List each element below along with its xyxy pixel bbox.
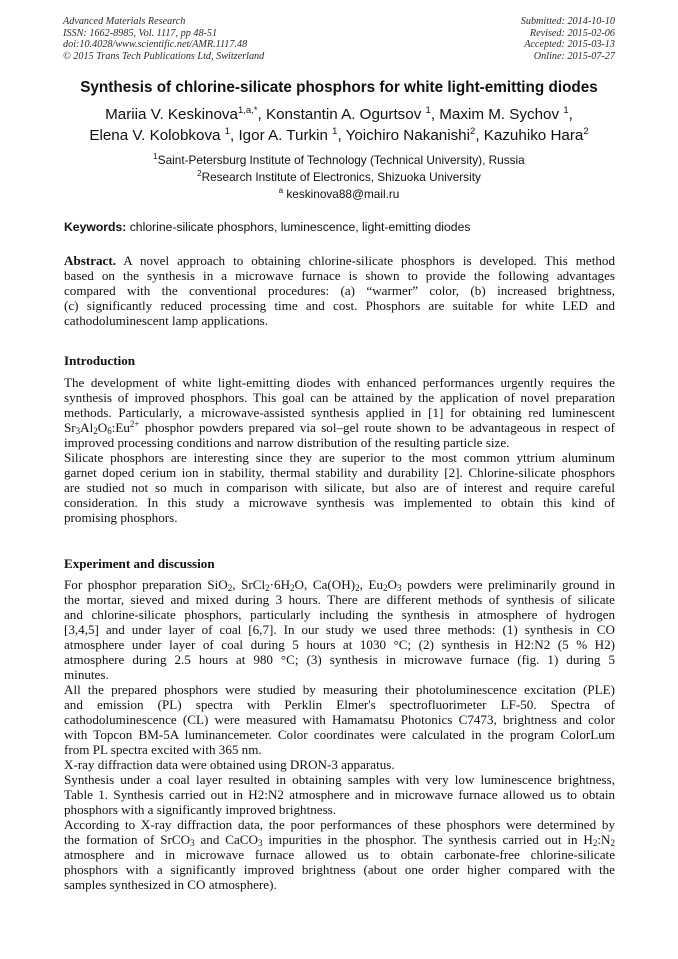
date-submitted: Submitted: 2014-10-10 [520, 16, 615, 27]
author-name: Mariia V. Keskinova [105, 106, 238, 123]
journal-issn: ISSN: 1662-8985, Vol. 1117, pp 48-51 [63, 27, 218, 39]
date-accepted: Accepted: 2015-03-13 [524, 39, 615, 51]
author-name: , Igor A. Turkin [230, 127, 333, 144]
author-name: , Maxim M. Sychov [430, 106, 564, 123]
section-heading-introduction: Introduction [64, 353, 136, 368]
affiliations [30, 152, 648, 203]
affiliation-1: $^1$Saint-Petersburg Institute of Technology (Technical University), Russia [153, 152, 525, 167]
abstract-label: Abstract. [64, 253, 116, 268]
keywords [64, 220, 614, 234]
date-revised: Revised: 2015-02-06 [529, 27, 615, 39]
author-separator: , [568, 106, 573, 123]
author-affiliation-mark: 2 [583, 126, 589, 137]
keywords-label: Keywords: [64, 220, 127, 234]
journal-info [63, 16, 264, 62]
author-affiliation-mark: 1 [224, 126, 231, 137]
journal-copyright: © 2015 Trans Tech Publications Ltd, Switzerland [63, 50, 265, 62]
author-name: , Konstantin A. Ogurtsov [257, 106, 426, 123]
author-name: Elena V. Kolobkova [89, 127, 225, 144]
author-line-2 [30, 125, 648, 146]
author-affiliation-mark: 2 [470, 126, 476, 137]
author-affiliation-mark: 1 [563, 105, 569, 116]
author-name: , Yoichiro Nakanishi [337, 127, 471, 144]
author-affiliation-mark: 1 [332, 126, 338, 137]
author-affiliation-mark: 1 [425, 105, 431, 116]
author-list [30, 104, 648, 146]
section-heading-experiment: Experiment and discussion [64, 556, 215, 571]
contact-email[interactable]: $^a$ keskinova88@mail.ru [278, 186, 400, 201]
journal-name: Advanced Materials Research [63, 16, 186, 27]
author-line-1 [30, 104, 648, 125]
submission-dates [521, 16, 615, 62]
date-online: Online: 2015-07-27 [533, 50, 615, 62]
keywords-text: chlorine-silicate phosphors, luminescence, light-emitting diodes [126, 220, 471, 234]
affiliation-2: $^2$Research Institute of Electronics, Shizuoka University [197, 169, 481, 184]
paper-title: Synthesis of chlorine-silicate phosphors for white light-emitting diodes [80, 79, 598, 96]
author-affiliation-mark: 1,a,* [237, 105, 258, 116]
abstract: Abstract. A novel approach to obtaining chlorine-silicate phosphors is developed. This method based on the synthesis in a microwave furnace is shown to provide the following advantages compared with the conventional procedures: (a) “warmer” color, (b) increased brightness, (c) significantly reduced processing time and cost. Phosphors are suitable for white LED and cathodoluminescent lamp applications. [64, 253, 615, 328]
author-name: , Kazuhiko Hara [475, 127, 584, 144]
introduction-body: The development of white light-emitting diodes with enhanced performances urgently requires the synthesis of improved phosphors. This goal can be attained by the application of novel preparation methods. Particularly, a microwave-assisted synthesis applied in [1] for obtaining red luminescent $Sr_3Al_2O_6:Eu^{2+}$ phosphor powders prepared via sol–gel route shown to be advantageous in respect of improved processing conditions and narrow distribution of the resulting particle size. Silicate phosphors are interesting since they are superior to the most common yttrium aluminum garnet doped cerium ion in stability, thermal stability and durability [2]. Chlorine-silicate phosphors are studied not so much in comparison with silicate, but also are of interest and require careful consideration. In this study a microwave synthesis was implemented to obtain this kind of promising phosphors. [64, 375, 615, 525]
experiment-body: For phosphor preparation SiO$_2$, $SrCl_2\cdot 6H_2O$, $Ca(OH)_2$, $Eu_2O_3$ powders were preliminarily ground in the mortar, sieved and mixed during 3 hours. There are different methods of synthesis of silicate and chlorine-silicate phosphors, particularly including the synthesis in atmosphere of hydrogen [3,4,5] and under layer of coal [6,7]. In our study we used three methods: (1) synthesis in CO atmosphere under layer of coal during 5 hours at 1030 °C; (2) synthesis in H2:N2 (5 % H2) atmosphere during 2.5 hours at 980 °C; (3) synthesis in microwave furnace (fig. 1) during 5 minutes. All the prepared phosphors were studied by measuring their photoluminescence excitation (PLE) and emission (PL) spectra with Perklin Elmer's spectrofluorimeter LF-50. Spectra of cathodoluminescence (CL) were measured with Hamamatsu Photonics C7473, brightness and color with Topcon BM-5A luminancemeter. Color coordinates were calculated in the program ColorLum from PL spectra excited with 365 nm. X-ray diffraction data were obtained using DRON-3 apparatus. Synthesis under a coal layer resulted in obtaining samples with very low luminescence brightness, Table 1. Synthesis carried out in H2:N2 atmosphere and in microwave furnace allowed us to obtain phosphors with a significantly improved brightness. According to X-ray diffraction data, the poor performances of these phosphors were determined by the formation of SrCO$_3$ and CaCO$_3$ impurities in the phosphor. The synthesis carried out in $H_2:N_2$ atmosphere and in microwave furnace allowed us to obtain carbonate-free chlorine-silicate phosphors with a significantly improved brightness (about one order higher compared with the samples synthesized in CO atmosphere). [64, 577, 615, 892]
journal-doi[interactable]: doi:10.4028/www.scientific.net/AMR.1117.48 [63, 39, 248, 51]
